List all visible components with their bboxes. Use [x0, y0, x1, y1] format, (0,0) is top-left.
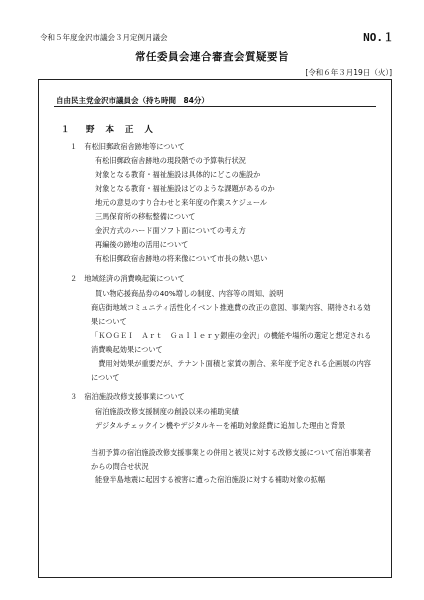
content-frame: [38, 79, 392, 578]
document-title: 常任委員会連合審査会質疑要旨: [135, 51, 289, 63]
section-item: デジタルチェックイン機やデジタルキーを補助対象経費に追加した理由と背景: [95, 421, 346, 430]
section-item: 三馬保育所の移転整備について: [95, 212, 196, 221]
party-label: 自由民主党金沢市議員会（持ち時間 84分）: [56, 96, 209, 105]
section-item: 金沢方式のハード面ソフト面についての考え方: [95, 226, 246, 235]
section-item: 再編後の跡地の活用について: [95, 240, 189, 249]
section-title: ２ 地域経済の消費喚起策について: [70, 274, 185, 283]
section-item: 地元の意見のすり合わせと来年度の作業スケジュール: [95, 198, 268, 207]
section-item: 有松旧郵政宿舎跡地の現段階での予算執行状況: [95, 156, 246, 165]
section-item: 商店街地域コミュニティ活性化イベント推進費の改正の意図、事業内容、期待される効果について: [91, 303, 371, 326]
member-name: １ 野 本 正 人: [61, 125, 157, 135]
section-item: 買い物応援商品券の40%増しの制度、内容等の周知、説明: [95, 289, 284, 298]
session-date: [令和６年３月19日（火）]: [305, 68, 392, 77]
section-title: １ 有松旧郵政宿舎跡地等について: [70, 142, 185, 151]
section-item: 有松旧郵政宿舎跡地の将来像について市長の熱い思い: [95, 254, 268, 263]
section-item: 費用対効果が重要だが、テナント面積と家賃の割合、来年度予定される企画展の内容について: [91, 359, 371, 382]
section-item: 対象となる教育・福祉施設はどのような課題があるのか: [95, 184, 275, 193]
section-item: 能登半島地震に起因する被害に遭った宿泊施設に対する補助対象の拡幅: [95, 475, 326, 484]
page-number: NO.１: [363, 31, 394, 44]
party-underline: [54, 106, 376, 107]
session-label: 令和５年度金沢市議会３月定例月議会: [40, 33, 168, 42]
section-item: 当初予算の宿泊施設改修支援事業との併用と被災に対する改修支援について宿泊事業者からの問合せ状況: [91, 448, 372, 471]
section-item: 対象となる教育・福祉施設は具体的にどこの施設か: [95, 170, 261, 179]
section-item: 「ＫＯＧＥＩ Ａｒｔ Ｇａｌｌｅｒｙ銀座の金沢」の機能や場所の選定と想定される消費喚起効果について: [91, 331, 372, 354]
section-item: 宿泊施設改修支援制度の創設以来の補助実績: [95, 407, 239, 416]
section-title: ３ 宿泊施設改修支援事業について: [70, 392, 185, 401]
